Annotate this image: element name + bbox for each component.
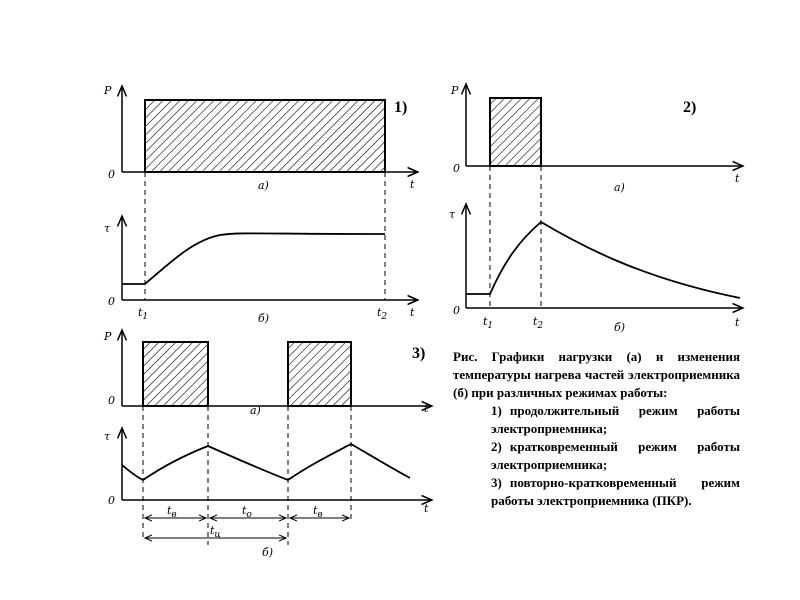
p3-mark-tv-2: $t_в$ [313,504,323,520]
p1-load-t-label: t [410,178,415,191]
p3-load-zero-label: 0 [108,394,115,407]
p1-temp-t-label: t [410,306,415,319]
p2-load-t-label: t [735,172,740,185]
panel-3-intermittent-mode [103,330,432,559]
p2-load-p-label: P [451,84,459,97]
p3-subplot-b-label: б) [262,546,274,559]
p1-temp-tau-label: τ [104,222,111,235]
p2-load-zero-label: 0 [453,162,460,175]
p3-temp-tau-label: τ [104,430,111,443]
p1-load-p-label: P [104,84,112,97]
panel-number-2: 2) [683,99,697,116]
panel-2-short-time-mode [449,84,743,334]
p3-temp-zero-label: 0 [108,494,115,507]
caption-item-3-marker: 3) [491,475,502,490]
p2-temp-t-label: t [735,316,740,329]
p1-temp-zero-label: 0 [108,295,115,308]
p1-subplot-b-label: б) [258,312,270,325]
p3-mark-to: $t_о$ [242,504,252,520]
p2-subplot-a-label: a) [614,181,625,194]
p2-subplot-b-label: б) [614,321,626,334]
p3-mark-tc: $t_ц$ [210,524,221,540]
p3-mark-tv-1: $t_в$ [167,504,177,520]
p1-load-block [145,100,385,172]
p1-temp-curve [122,233,385,284]
panel-number-1: 1) [394,99,408,116]
caption-item-3 [453,474,740,510]
p3-load-t-label: t [424,402,429,415]
panel-number-3: 3) [412,345,426,362]
p1-mark-t2: $t_2$ [377,306,388,322]
p3-temp-t-label: t [424,502,429,515]
caption-item-1-text: продолжительный режим работы электроприемника; [491,403,740,436]
p3-subplot-a-label: a) [250,404,261,417]
p2-temp-zero-label: 0 [453,304,460,317]
caption-item-2-text: кратковременный режим работы электроприемника; [491,439,740,472]
figure-caption [453,348,740,510]
p2-temp-curve [466,222,740,298]
caption-intro: Рис. Графики нагрузки (а) и изменения температуры нагрева частей электроприемника (б) при различных режимах работы: [453,349,740,400]
p1-load-zero-label: 0 [108,168,115,181]
caption-item-1 [453,402,740,438]
caption-item-2 [453,438,740,474]
p1-subplot-a-label: a) [258,179,269,192]
p1-mark-t1: $t_1$ [138,306,149,322]
panel-1-continuous-mode [103,84,418,325]
p2-load-block [490,98,541,166]
p2-mark-t1: $t_1$ [483,315,494,331]
caption-item-2-marker: 2) [491,439,502,454]
p3-load-p-label: P [104,330,112,343]
caption-item-3-text: повторно-кратковременный режим работы электроприемника (ПКР). [491,475,740,508]
caption-item-1-marker: 1) [491,403,502,418]
p2-mark-t2: $t_2$ [533,315,544,331]
p3-load-block-2 [288,342,351,406]
p3-load-block-1 [143,342,208,406]
p3-temp-curve [122,444,410,480]
p2-temp-tau-label: τ [449,208,456,221]
